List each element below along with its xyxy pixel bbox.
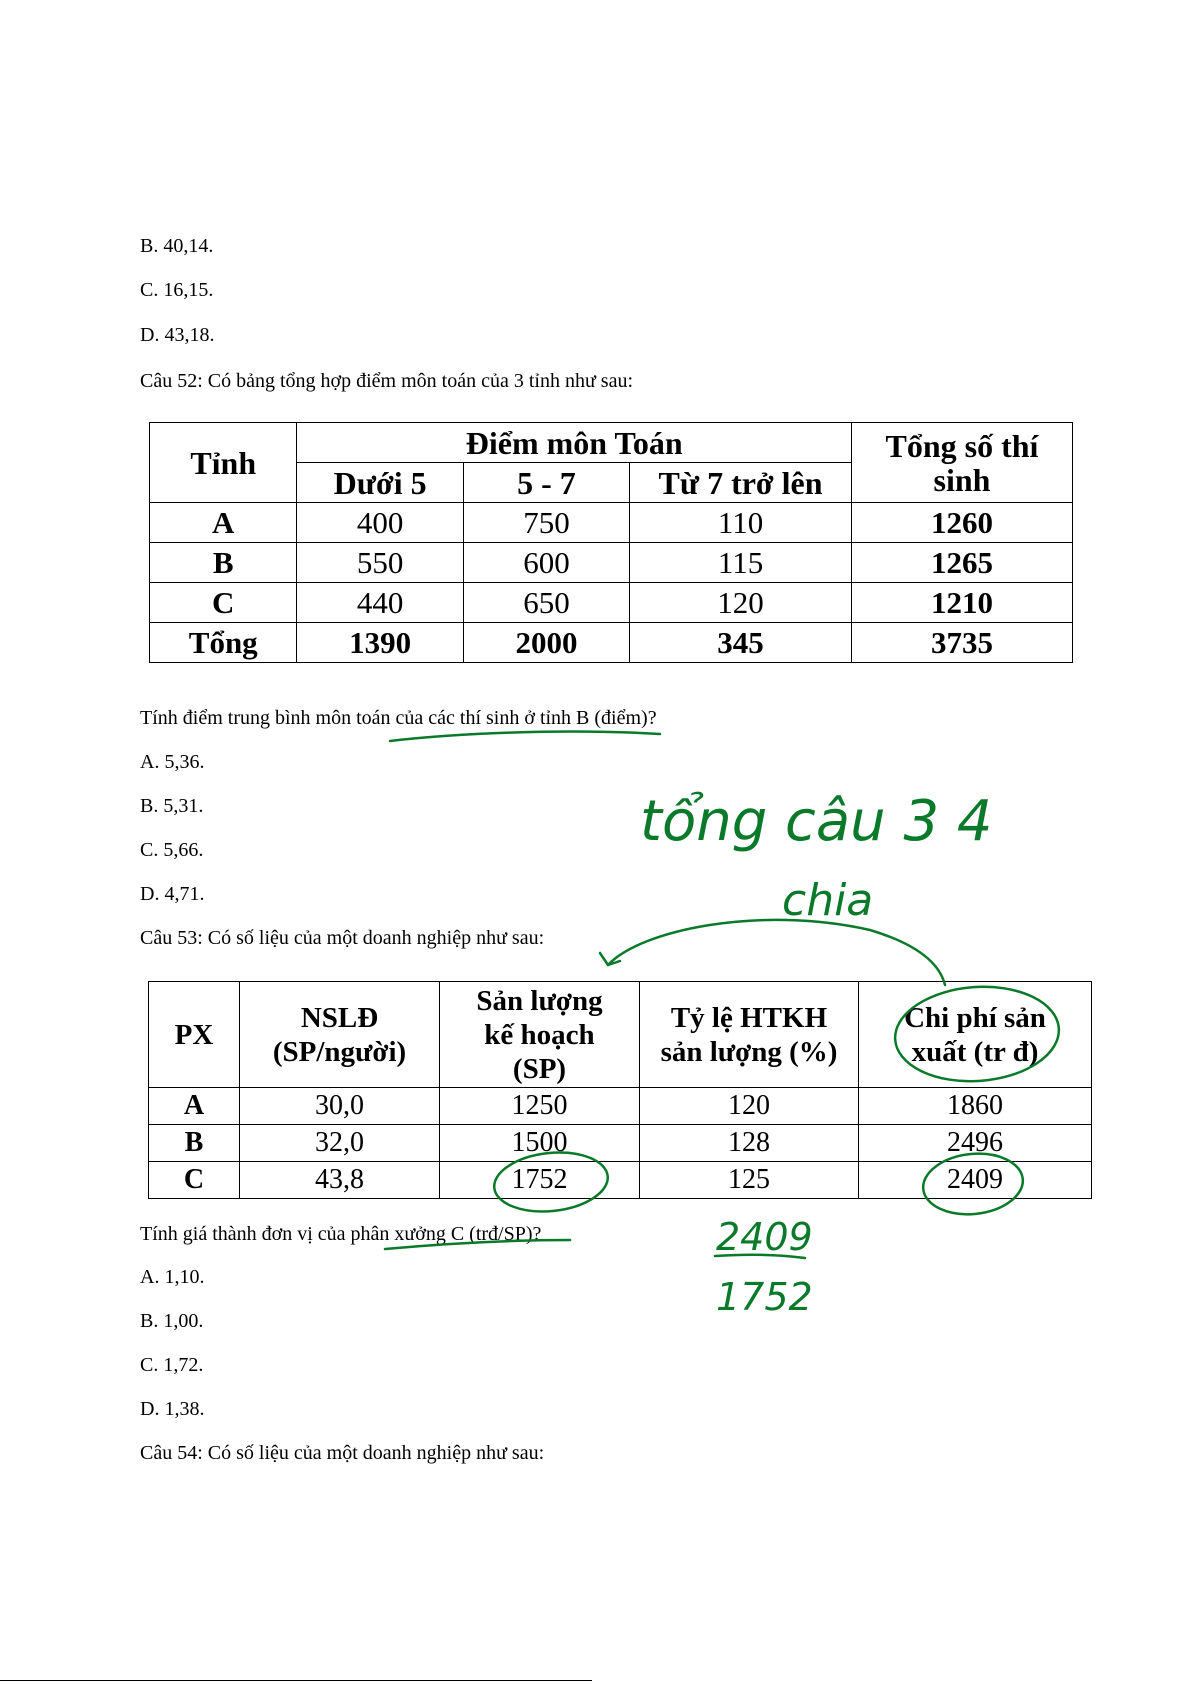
table-row-total: Tổng 1390 2000 345 3735 <box>150 623 1073 663</box>
q52-title: Câu 52: Có bảng tổng hợp điểm môn toán của 3 tỉnh như sau: <box>140 370 634 392</box>
q53-option-b: B. 1,00. <box>140 1310 204 1332</box>
table-row: C 43,8 1752 125 2409 <box>149 1162 1092 1199</box>
q53-question: Tính giá thành đơn vị của phân xưởng C (trđ/SP)? <box>140 1223 542 1245</box>
q53-option-d: D. 1,38. <box>140 1398 205 1420</box>
header-duoi-5: Dưới 5 <box>297 463 463 503</box>
header-diem-mon-toan: Điểm môn Toán <box>297 423 851 463</box>
q51-option-d: D. 43,18. <box>140 324 215 346</box>
q52-option-b: B. 5,31. <box>140 795 204 817</box>
q54-title: Câu 54: Có số liệu của một doanh nghiệp như sau: <box>140 1442 545 1464</box>
arrow-curve <box>608 920 945 985</box>
underline-q52 <box>390 732 660 741</box>
handwritten-note-chia: chia <box>782 875 874 926</box>
header-px: PX <box>149 982 240 1088</box>
table-row: B 550 600 115 1265 <box>150 543 1073 583</box>
q53-option-a: A. 1,10. <box>140 1266 205 1288</box>
header-tong-so-thi-sinh: Tổng số thí sinh <box>851 423 1072 503</box>
q52-option-a: A. 5,36. <box>140 751 205 773</box>
table-math-scores <box>149 422 1073 663</box>
handwritten-numerator: 2409 <box>716 1215 813 1259</box>
header-nsld: NSLĐ (SP/người) <box>240 982 440 1088</box>
q53-option-c: C. 1,72. <box>140 1354 204 1376</box>
handwritten-note-tong-cau: tổng câu 3 4 <box>640 789 993 854</box>
fraction-bar <box>715 1255 805 1258</box>
table-row: A 30,0 1250 120 1860 <box>149 1088 1092 1125</box>
header-tu-7: Từ 7 trở lên <box>630 463 852 503</box>
handwritten-denominator: 1752 <box>716 1275 813 1319</box>
q52-question: Tính điểm trung bình môn toán của các thí sinh ở tỉnh B (điểm)? <box>140 707 657 729</box>
table-row: A 400 750 110 1260 <box>150 503 1073 543</box>
header-ty-le-htkh: Tỷ lệ HTKH sản lượng (%) <box>640 982 859 1088</box>
q52-option-c: C. 5,66. <box>140 839 204 861</box>
header-san-luong-ke-hoach: Sản lượng kế hoạch (SP) <box>440 982 640 1088</box>
table-row: B 32,0 1500 128 2496 <box>149 1125 1092 1162</box>
header-5-7: 5 - 7 <box>463 463 629 503</box>
q52-option-d: D. 4,71. <box>140 883 205 905</box>
table-enterprise-data <box>148 981 1092 1199</box>
q51-option-b: B. 40,14. <box>140 235 214 257</box>
table-row: C 440 650 120 1210 <box>150 583 1073 623</box>
q53-title: Câu 53: Có số liệu của một doanh nghiệp như sau: <box>140 927 545 949</box>
header-tinh: Tỉnh <box>150 423 297 503</box>
footnote-separator <box>0 1680 592 1681</box>
q51-option-c: C. 16,15. <box>140 279 214 301</box>
header-chi-phi-san-xuat: Chi phí sản xuất (tr đ) <box>859 982 1092 1088</box>
